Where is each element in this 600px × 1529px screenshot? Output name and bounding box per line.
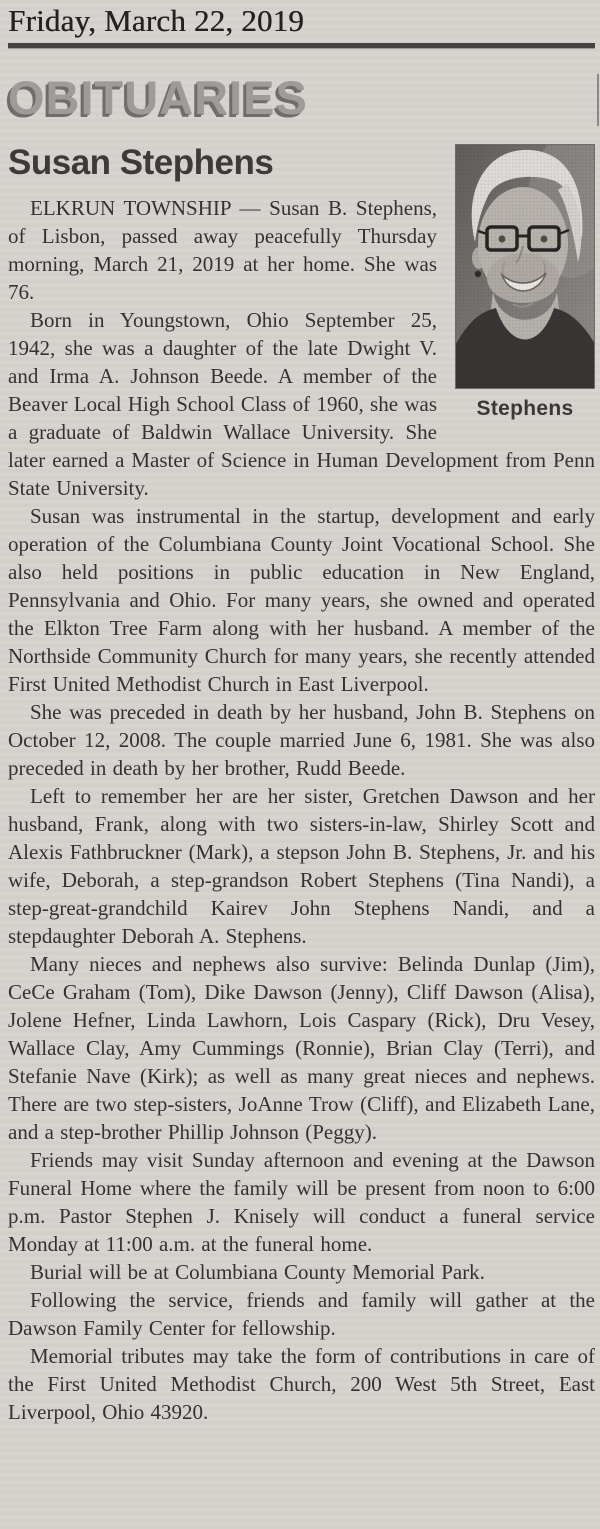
article-paragraph: Burial will be at Columbiana County Memorial Park. xyxy=(30,1260,485,1284)
article-paragraph: Following the service, friends and family will gather at the Dawson Family Center for fellowship. xyxy=(8,1288,595,1340)
obituary-headline: Susan Stephens xyxy=(8,143,274,182)
photo-caption: Stephens xyxy=(476,397,574,420)
section-title: OBITUARIES xyxy=(8,71,308,124)
dateline: Friday, March 22, 2019 xyxy=(8,3,304,38)
header-rule xyxy=(8,43,595,48)
article-paragraph: ELKRUN TOWNSHIP — Susan B. Stephens, of Lisbon, passed away peacefully Thursday morning, March 21, 2019 at her home. She was 76. xyxy=(8,196,437,304)
article-paragraph: Born in Youngstown, Ohio September 25, 1942, she was a daughter of the late Dwight V. and Irma A. Johnson Beede. A member of the Beaver Local High School Class of 1960, she was a graduate of Baldwin Wallace University. She later earned a Master of Science in Human Development from Penn State University. xyxy=(8,308,595,500)
article-paragraph: She was preceded in death by her husband, John B. Stephens on October 12, 2008. The couple married June 6, 1981. She was also preceded in death by her brother, Rudd Beede. xyxy=(8,700,595,780)
photo-block xyxy=(455,144,595,421)
article-paragraph: Susan was instrumental in the startup, development and early operation of the Columbiana County Joint Vocational School. She also held positions in public education in New England, Pennsylvania and Ohio. For many years, she owned and operated the Elkton Tree Farm along with her husband. A member of the Northside Community Church for many years, she recently attended First United Methodist Church in East Liverpool. xyxy=(8,504,595,696)
column-rule xyxy=(597,74,599,126)
article-paragraph: Left to remember her are her sister, Gretchen Dawson and her husband, Frank, along with two sisters-in-law, Shirley Scott and Alexis Fathbruckner (Mark), a stepson John B. Stephens, Jr. and his wife, Deborah, a step-grandson Robert Stephens (Tina Nandi), a step-great-grandchild Kairev John Stephens Nandi, and a stepdaughter Deborah A. Stephens. xyxy=(8,784,595,948)
article-paragraph: Friends may visit Sunday afternoon and evening at the Dawson Funeral Home where the family will be present from noon to 6:00 p.m. Pastor Stephen J. Knisely will conduct a funeral service Monday at 11:00 a.m. at the funeral home. xyxy=(8,1148,595,1256)
obituary-article xyxy=(8,142,595,1426)
article-paragraph: Memorial tributes may take the form of contributions in care of the First United Methodist Church, 200 West 5th Street, East Liverpool, Ohio 43920. xyxy=(8,1344,595,1424)
article-paragraph: Many nieces and nephews also survive: Belinda Dunlap (Jim), CeCe Graham (Tom), Dike Dawson (Jenny), Cliff Dawson (Alisa), Jolene Hefner, Linda Lawhorn, Lois Caspary (Rick), Dru Vesey, Wallace Clay, Amy Cummings (Ronnie), Brian Clay (Terri), and Stefanie Nave (Kirk); as well as many great nieces and nephews. There are two step-sisters, JoAnne Trow (Cliff), and Elizabeth Lane, and a step-brother Phillip Johnson (Peggy). xyxy=(8,952,595,1144)
portrait-photo xyxy=(455,144,595,389)
